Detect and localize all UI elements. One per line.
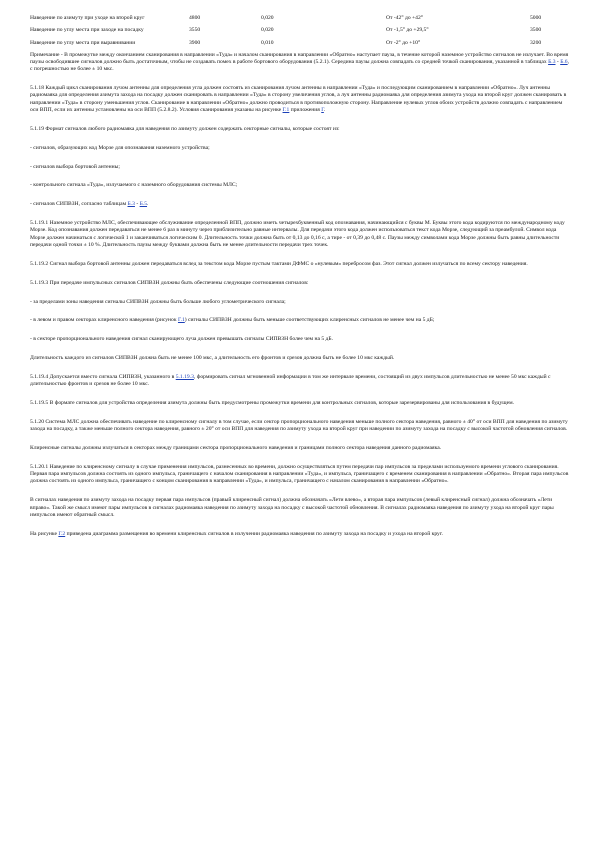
link-figure-g2[interactable]: Г.2 xyxy=(58,530,66,537)
list-item-text: ) сигналы СИПВЗН должны быть меньше соответствующих клиренсных сигналов не менее чем на 5 дБ; xyxy=(184,317,435,324)
paragraph-figure-g2 xyxy=(30,531,569,538)
link-appendix-g[interactable]: Г xyxy=(321,106,324,113)
paragraph-5-1-20: 5.1.20 Система МЛС должна обеспечивать наведение по клиренсному сигналу в том случае, если сектор пропорционального наведения меньше полного сектора наведения, равного ± 40° от оси ВПП для наведения по азимуту захода на посадку, а также меньше полного сектора наведения, равного ± 20° от оси ВПП для наведения по азимуту ухода на второй круг при наведении по азимуту захода на посадку с высокой частотой обновления сигналов. xyxy=(30,418,568,433)
table-note xyxy=(30,52,569,74)
paragraph-5-1-20-1: 5.1.20.1 Наведение по клиренсному сигналу в случае применения импульсов, разнесенных во времени, должно осуществляться путем передачи пар импульсов за пределами используемого времени углового сканирования. Первая пара импульсов должна состоять из одного импульса, граничащего с началом сканирования в направлении «Туда», и импульса, граничащего с временем сканирования в направлении «Обратно». Вторая пара импульсов должна состоять из одного импульса, граничащего с концом сканирования в направлении «Туда», и импульса, граничащего с началом сканирования в направлении «Обратно». xyxy=(30,463,569,485)
paragraph-5-1-18 xyxy=(30,85,569,114)
table-cell: Наведение по углу места при заходе на посадку xyxy=(30,27,144,34)
list-item: - в секторе пропорционального наведения сигнал сканирующего луча должен превышать сигналы СИПВЗН более чем на 5 дБ. xyxy=(30,336,334,343)
paragraph-5-1-19: 5.1.19 Формат сигналов любого радиомаяка для наведения по азимуту должен содержать секторные сигналы, которые состоят из: xyxy=(30,125,340,132)
table-cell: От -42° до +42° xyxy=(386,15,424,21)
table-cell: 3500 xyxy=(530,27,542,34)
table-cell: 3200 xyxy=(530,39,542,46)
paragraph-5-1-19-3: 5.1.19.3 При передаче импульсных сигналов СИПВЗН должны быть обеспечены следующие соотношения сигналов: xyxy=(30,279,309,286)
table-cell: Наведение по азимуту при уходе на второй круг xyxy=(30,15,145,21)
table-row xyxy=(30,38,569,50)
list-item: - сигналов, образующих код Морзе для опознавания наземного устройства; xyxy=(30,144,210,151)
paragraph-text: приложения xyxy=(289,106,322,113)
document-page xyxy=(30,13,569,550)
paragraph-5-1-19-2: 5.1.19.2 Сигнал выбора бортовой антенны должен передаваться вслед за текстом кода Морзе пустым тактами ДФМС о «нулевым» перебросом фаз. Этот сигнал должен излучаться по всему сектору наведения. xyxy=(30,260,528,267)
table-cell: От -2° до +10° xyxy=(386,39,421,46)
table-cell: Наведение по углу места при выравнивании xyxy=(30,39,136,46)
paragraph-text: приведена диаграмма размещения во времени клиренсных сигналов в излучении радиомаяка наведения по азимуту захода на посадку и ухода на второй круг. xyxy=(65,530,443,537)
link-table-b6[interactable]: Б.6 xyxy=(560,59,568,66)
table-cell: 3550 xyxy=(189,27,201,34)
table-row xyxy=(30,25,569,37)
paragraph-text: 5.1.18 Каждый цикл сканирования лучом антенны для определения угла должен состоять из сканирования лучом антенны в направлении «Туда» и последующим сканированием в направлении «Обратно». Луч антенны радиомаяка для определения азимута захода на посадку должен сканировать в направлении «Туда» в сторону увеличения углов, а луч антенны радиомаяка для определения азимута ухода на второй круг должен сканировать в направлении «Туда» в сторону уменьшения углов. Сканирование в направлении «Обратно» должно проводиться в противоположную сторону. Направление нулевых углов обоих устройств должно совпадать с направлением оси ВПП, если их антенны установлены на оси ВПП (5.2.8.2). Условия сканирования указаны на рисунке xyxy=(30,85,567,113)
paragraph-text: На рисунке xyxy=(30,530,59,537)
parameters-table xyxy=(30,13,569,50)
table-cell: От -1,5° до +29,5° xyxy=(386,27,429,34)
link-figure-g1[interactable]: Г.1 xyxy=(282,106,290,113)
table-cell: 0,020 xyxy=(261,27,274,34)
link-table-b5[interactable]: Б.5 xyxy=(139,201,148,208)
paragraph-text: 5.1.19.4 Допускается вместо сигнала СИПВЗН, указанного в xyxy=(30,373,176,380)
link-table-b3[interactable]: Б.3 xyxy=(127,201,135,208)
paragraph-text: . xyxy=(323,106,326,113)
table-cell: 0,020 xyxy=(261,15,274,21)
paragraph-5-1-19-5: 5.1.19.5 В формате сигналов для устройства определения азимута должны быть предусмотрены промежутки времени для контрольных сигналов, которые зарезервированы для использования в будущем. xyxy=(30,400,515,407)
paragraph-approach-signals: В сигналах наведения по азимуту захода на посадку первая пара импульсов (правый клиренсный сигнал) должна обозначать «Лети влево», а вторая пара импульсов (левый клиренсный сигнал) должна обозначать «Лети вправо». Такой же смысл имеют пары импульсов в сигналах радиомаяка наведения по азимуту захода на посадку с высокой частотой обновления. В сигналах радиомаяка наведения по азимуту ухода на второй круг пары импульсов имеют обратный смысл. xyxy=(30,497,554,518)
list-item-text: - сигналов СИПВЗН, согласно таблицам xyxy=(30,201,128,208)
paragraph-duration: Длительность каждого из сигналов СИПВЗН должна быть не менее 100 мкс, а длительность его фронтов и срезов должна быть не более 10 мкс каждый. xyxy=(30,355,395,362)
list-item xyxy=(30,317,569,324)
list-item: - сигналов выбора бортовой антенны; xyxy=(30,163,120,170)
list-item-text: . xyxy=(147,201,149,208)
note-text-end: , с погрешностью не более ± 10 мкс. xyxy=(30,59,570,73)
separator: - xyxy=(134,201,140,208)
separator: - xyxy=(555,59,561,66)
table-cell: 5000 xyxy=(530,15,542,21)
paragraph-text: , формировать сигнал мгновенной информации в том же интервале времени, состоящий из двух импульсов длительностью не менее 50 мкс каждый с длительностью фронтов и срезов не более 10 мкс. xyxy=(30,373,551,388)
paragraph-5-1-19-4 xyxy=(30,374,569,389)
table-cell: 0,010 xyxy=(261,39,274,46)
note-text: Примечание - В промежутке между окончанием сканирования в направлении «Туда» и началом сканирования в направлении «Обратно» наступает пауза, в течение которой наземное устройство сигналов не излучает. Во время паузы освободившее сигналов должно быть достаточным, чтобы не создавать помех в работе бортового оборудования (5.2.1). Середина паузы должна совпадать со средней точкой сканирования, указанной в таблицах xyxy=(30,51,569,66)
table-row xyxy=(30,13,569,25)
list-item xyxy=(30,201,569,208)
table-cell: 4800 xyxy=(189,15,201,21)
link-figure-g1[interactable]: Г.1 xyxy=(177,317,185,324)
table-cell: 3900 xyxy=(189,39,201,46)
paragraph-clearance: Клиренсные сигналы должны излучаться в секторах между границами сектора пропорционального наведения и границами полного сектора наведения данного радиомаяка. xyxy=(30,445,442,452)
list-item: - контрольного сигнала «Туда», излучаемого с наземного оборудования системы МЛС; xyxy=(30,182,238,189)
paragraph-5-1-19-1: 5.1.19.1 Наземное устройство МЛС, обеспечивающее обслуживание определенной ВПП, должно иметь четырехбуквенный код опознавания, начинающийся с буквы М. Буквы этого кода кодируются по международному коду Морзе. Код опознавания должен передаваться не менее 6 раз в минуту через приблизительно равные интервалы. Для передачи этого кода должен использоваться текст кода Морзе, следующий за преамбулой. Символ кода Морзе должен начинаться с логической 1 и заканчиваться логическим 0. Длительность точки должна быть от 0,13 до 0,16 с, а тире - от 0,39 до 0,48 с. Паузы между символами кода Морзе должны быть равны длительности передачи одной точки ± 10 %. Длительность паузы между буквами должна быть не менее длительности передачи трех точек. xyxy=(30,220,565,248)
list-item: - за пределами зоны наведения сигналы СИПВЗН должны быть больше любого углометрического сигнала; xyxy=(30,298,286,305)
link-section-5-1-19-3[interactable]: 5.1.19.3 xyxy=(175,373,194,380)
link-table-b3[interactable]: Б.3 xyxy=(548,59,556,66)
list-item-text: - в левом и правом секторах клиренсного наведения (рисунок xyxy=(30,317,178,324)
